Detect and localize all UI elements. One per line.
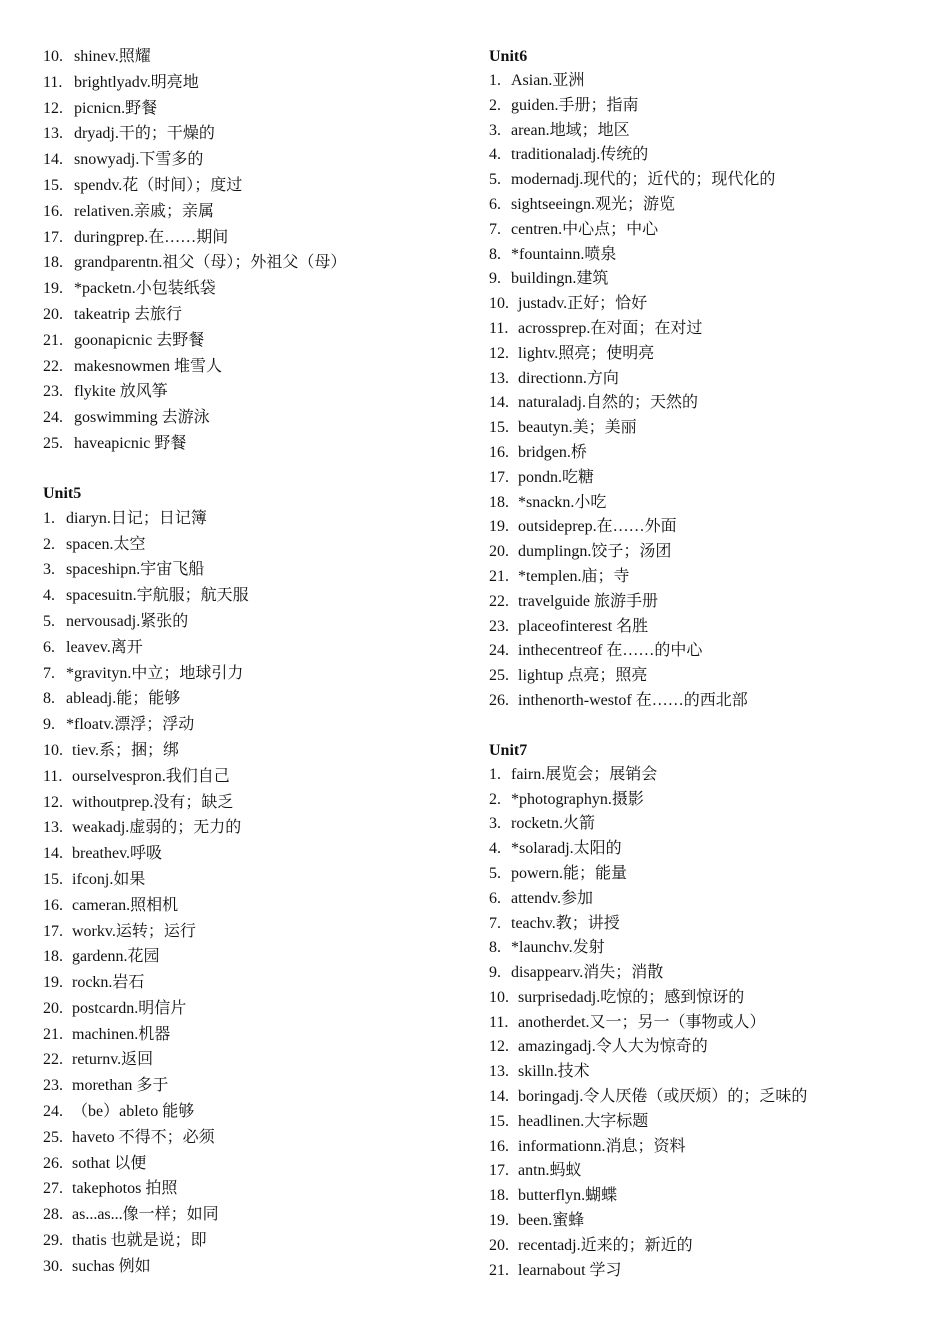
vocab-item-number: 23. (489, 617, 509, 635)
vocab-item (43, 583, 463, 609)
vocab-item-number: 17. (489, 468, 509, 486)
vocab-item (43, 250, 463, 276)
vocab-item (43, 893, 463, 919)
vocab-item (43, 276, 463, 302)
vocab-item (489, 837, 929, 862)
vocab-item-text: postcardn.明信片 (72, 999, 187, 1017)
vocab-item-text: directionn.方向 (518, 369, 619, 387)
vocab-item (43, 1176, 463, 1202)
vocab-item-text: duringprep.在……期间 (74, 228, 229, 246)
vocab-item-text: machinen.机器 (72, 1025, 171, 1043)
vocab-item-number: 13. (43, 125, 63, 143)
vocab-item (43, 1151, 463, 1177)
vocab-item-number: 4. (489, 840, 501, 858)
vocab-item-text: naturaladj.自然的；天然的 (518, 394, 698, 412)
vocab-item-text: nervousadj.紧张的 (66, 612, 189, 630)
vocab-item-text: dumplingn.饺子；汤团 (518, 543, 672, 561)
vocab-item-text: suchas 例如 (72, 1257, 151, 1275)
vocab-item-text: breathev.呼吸 (72, 845, 163, 863)
vocab-item-number: 27. (43, 1180, 63, 1198)
vocab-item (43, 712, 463, 738)
vocab-item-text: returnv.返回 (72, 1051, 154, 1069)
vocab-item-number: 23. (43, 383, 63, 401)
vocab-item-number: 5. (43, 612, 55, 630)
vocab-item-text: inthenorth-westof 在……的西北部 (518, 691, 748, 709)
vocab-item (43, 173, 463, 199)
vocab-item (489, 367, 929, 392)
vocab-item-text: beautyn.美；美丽 (518, 419, 637, 437)
left-column (43, 44, 463, 1280)
vocab-item (489, 936, 929, 961)
vocab-item (43, 1073, 463, 1099)
vocab-item-number: 17. (43, 922, 63, 940)
vocab-item-text: spacesuitn.宇航服；航天服 (66, 587, 249, 605)
vocab-item-number: 3. (43, 561, 55, 579)
vocab-item-number: 12. (489, 1038, 509, 1056)
vocab-item-text: *photographyn.摄影 (511, 790, 644, 808)
vocab-item-text: *gravityn.中立；地球引力 (66, 664, 244, 682)
vocab-item-number: 21. (43, 331, 63, 349)
vocab-item (489, 441, 929, 466)
vocab-item-number: 12. (43, 99, 63, 117)
vocab-item-number: 7. (489, 220, 501, 238)
vocab-item-number: 20. (43, 305, 63, 323)
unit5-vocabulary-list (43, 506, 463, 1280)
vocab-item-text: grandparentn.祖父（母）；外祖父（母） (74, 254, 347, 272)
vocab-item-text: *snackn.小吃 (518, 493, 607, 511)
vocab-item-number: 16. (43, 896, 63, 914)
vocab-item-text: ifconj.如果 (72, 870, 146, 888)
vocab-item (489, 391, 929, 416)
vocab-item-number: 12. (489, 344, 509, 362)
vocab-item-number: 26. (489, 691, 509, 709)
vocab-item-text: butterflyn.蝴蝶 (518, 1187, 618, 1205)
vocab-item (489, 986, 929, 1011)
vocab-item-number: 1. (43, 509, 55, 527)
vocab-item-number: 15. (43, 176, 63, 194)
vocab-item-number: 8. (489, 245, 501, 263)
vocab-item-number: 2. (489, 790, 501, 808)
vocab-item (489, 416, 929, 441)
vocab-item-text: shinev.照耀 (74, 48, 151, 65)
vocab-item (43, 867, 463, 893)
vocab-item-text: sothat 以便 (72, 1154, 147, 1172)
vocab-item (43, 815, 463, 841)
vocab-item-number: 22. (43, 1051, 63, 1069)
vocab-item (43, 919, 463, 945)
vocab-item-text: inthecentreof 在……的中心 (518, 642, 703, 660)
vocab-item (43, 405, 463, 431)
vocab-item (43, 738, 463, 764)
vocab-item-number: 1. (489, 765, 501, 783)
vocab-item (489, 1085, 929, 1110)
vocab-item (489, 540, 929, 565)
vocab-item-number: 12. (43, 793, 63, 811)
vocab-item-text: leavev.离开 (66, 638, 143, 656)
vocab-item-text: headlinen.大字标题 (518, 1112, 649, 1130)
vocab-item-number: 18. (489, 493, 509, 511)
vocab-item (489, 69, 929, 94)
vocab-item-number: 18. (43, 254, 63, 272)
vocab-item-text: spacen.太空 (66, 535, 146, 553)
vocab-item-number: 30. (43, 1257, 63, 1275)
vocab-item-number: 8. (489, 939, 501, 957)
vocab-item-text: lightv.照亮；使明亮 (518, 344, 655, 362)
vocab-item-number: 22. (43, 357, 63, 375)
vocab-item-text: *templen.庙；寺 (518, 567, 630, 585)
vocab-item (489, 812, 929, 837)
vocab-item (43, 790, 463, 816)
vocab-item-text: recentadj.近来的；新近的 (518, 1236, 693, 1254)
vocab-item (43, 944, 463, 970)
vocab-item (43, 1254, 463, 1280)
vocab-item (43, 1125, 463, 1151)
vocab-item (489, 565, 929, 590)
vocab-item (43, 1047, 463, 1073)
vocab-item (489, 1060, 929, 1085)
vocab-item-text: spaceshipn.宇宙飞船 (66, 561, 205, 579)
vocab-item-number: 21. (43, 1025, 63, 1043)
vocab-item-number: 5. (489, 171, 501, 189)
vocab-item-text: *solaradj.太阳的 (511, 840, 622, 858)
vocab-item-text: ableadj.能；能够 (66, 690, 181, 708)
vocab-item-number: 3. (489, 815, 501, 833)
vocab-item-text: spendv.花（时间）；度过 (74, 176, 243, 194)
vocab-item (489, 1184, 929, 1209)
vocab-item (489, 267, 929, 292)
vocab-item-number: 23. (43, 1077, 63, 1095)
vocab-item (43, 506, 463, 532)
vocab-item-text: disappearv.消失；消散 (511, 964, 664, 982)
unit7-heading: Unit7 (489, 741, 528, 759)
vocab-item-text: informationn.消息；资料 (518, 1137, 686, 1155)
unit4-vocabulary-list (43, 44, 463, 457)
vocab-item (489, 143, 929, 168)
vocab-item (489, 590, 929, 615)
vocab-item-text: Asian.亚洲 (511, 72, 585, 89)
vocab-item-text: takephotos 拍照 (72, 1180, 178, 1198)
vocab-item-number: 16. (489, 443, 509, 461)
vocab-item (489, 491, 929, 516)
vocab-item-text: teachv.教；讲授 (511, 914, 620, 932)
vocab-item-number: 19. (43, 280, 63, 298)
vocab-item-number: 24. (43, 1103, 63, 1121)
vocab-item-number: 17. (489, 1162, 509, 1180)
vocab-item (489, 1035, 929, 1060)
vocab-item (489, 1159, 929, 1184)
vocab-item-text: flykite 放风筝 (74, 383, 168, 401)
vocab-item-text: relativen.亲戚；亲属 (74, 202, 214, 220)
vocab-item-text: cameran.照相机 (72, 896, 179, 914)
vocab-item (43, 96, 463, 122)
vocab-item-number: 20. (43, 999, 63, 1017)
vocab-item-number: 5. (489, 864, 501, 882)
vocab-item (489, 1259, 929, 1284)
vocab-item-text: justadv.正好；恰好 (518, 295, 648, 313)
vocab-item (43, 225, 463, 251)
vocab-item-text: brightlyadv.明亮地 (74, 73, 199, 91)
vocab-item-number: 25. (489, 667, 509, 685)
vocab-item (489, 466, 929, 491)
vocab-item-number: 8. (43, 690, 55, 708)
vocab-item (489, 94, 929, 119)
vocab-item (489, 119, 929, 144)
vocab-item-text: bridgen.桥 (518, 443, 587, 461)
vocab-item-text: arean.地域；地区 (511, 121, 630, 139)
vocab-item-number: 14. (489, 394, 509, 412)
vocab-item (489, 862, 929, 887)
vocab-item-text: surprisedadj.吃惊的；感到惊讶的 (518, 988, 745, 1006)
vocab-item-text: fairn.展览会；展销会 (511, 765, 658, 783)
vocab-item-text: makesnowmen 堆雪人 (74, 357, 222, 375)
vocab-item-number: 21. (489, 567, 509, 585)
vocab-item-text: as...as...像一样；如同 (72, 1206, 219, 1224)
vocab-item (43, 996, 463, 1022)
vocab-item-text: dryadj.干的；干燥的 (74, 125, 215, 143)
vocab-item-number: 24. (489, 642, 509, 660)
vocab-item (43, 379, 463, 405)
vocab-item (489, 292, 929, 317)
vocab-item (489, 1135, 929, 1160)
vocab-item-text: placeofinterest 名胜 (518, 617, 649, 635)
vocab-item-text: *fountainn.喷泉 (511, 245, 617, 263)
vocab-item-text: powern.能；能量 (511, 864, 627, 882)
vocab-item-number: 21. (489, 1261, 509, 1279)
vocab-item (489, 1110, 929, 1135)
vocab-item (489, 639, 929, 664)
vocab-item-number: 22. (489, 592, 509, 610)
vocab-item (43, 970, 463, 996)
vocab-item (43, 557, 463, 583)
section-spacer (43, 457, 463, 481)
vocab-item (43, 532, 463, 558)
vocab-item-text: tiev.系；捆；绑 (72, 741, 179, 759)
vocab-item-text: diaryn.日记；日记簿 (66, 509, 207, 527)
vocab-item-number: 1. (489, 72, 501, 89)
vocab-item-text: outsideprep.在……外面 (518, 518, 677, 536)
vocab-item-number: 10. (489, 988, 509, 1006)
vocab-item-text: travelguide 旅游手册 (518, 592, 658, 610)
vocab-item-number: 11. (489, 1013, 509, 1031)
vocab-item (43, 609, 463, 635)
vocab-item (489, 961, 929, 986)
vocab-item (489, 763, 929, 788)
vocab-item-text: gardenn.花园 (72, 948, 160, 966)
vocab-item (489, 615, 929, 640)
vocab-item-number: 9. (489, 270, 501, 288)
vocab-item-number: 4. (43, 587, 55, 605)
vocab-item (43, 1202, 463, 1228)
vocab-item-text: centren.中心点；中心 (511, 220, 659, 238)
vocab-item (489, 1209, 929, 1234)
vocab-item-text: modernadj.现代的；近代的；现代化的 (511, 171, 776, 189)
vocab-item-number: 10. (43, 48, 63, 65)
vocab-item (43, 686, 463, 712)
vocab-item-number: 18. (489, 1187, 509, 1205)
vocab-item (489, 1234, 929, 1259)
vocab-item-text: goonapicnic 去野餐 (74, 331, 205, 349)
vocab-item-text: thatis 也就是说；即 (72, 1232, 207, 1250)
section-spacer (489, 714, 929, 738)
vocab-item-number: 15. (43, 870, 63, 888)
vocab-item-text: acrossprep.在对面；在对过 (518, 319, 703, 337)
unit6-vocabulary-list (489, 69, 929, 714)
vocab-item (489, 887, 929, 912)
vocab-item-number: 4. (489, 146, 501, 164)
vocab-item (489, 788, 929, 813)
vocab-item-number: 16. (489, 1137, 509, 1155)
vocab-item (43, 661, 463, 687)
vocab-item (43, 841, 463, 867)
vocab-item-text: workv.运转；运行 (72, 922, 196, 940)
vocab-item-text: goswimming 去游泳 (74, 409, 210, 427)
vocab-item-number: 17. (43, 228, 63, 246)
vocab-item (43, 302, 463, 328)
vocab-item-text: buildingn.建筑 (511, 270, 609, 288)
vocab-item-number: 9. (43, 716, 55, 734)
vocab-item-text: anotherdet.又一；另一（事物或人） (518, 1013, 766, 1031)
vocab-item-number: 20. (489, 1236, 509, 1254)
vocab-item (489, 193, 929, 218)
vocab-item-text: sightseeingn.观光；游览 (511, 195, 675, 213)
vocab-item-text: picnicn.野餐 (74, 99, 158, 117)
vocab-item (489, 317, 929, 342)
vocab-item-text: traditionaladj.传统的 (511, 146, 649, 164)
vocab-item-text: snowyadj.下雪多的 (74, 151, 204, 169)
vocab-item-text: haveto 不得不；必须 (72, 1128, 215, 1146)
vocab-item-number: 15. (489, 419, 509, 437)
unit5-heading: Unit5 (43, 484, 82, 502)
vocab-item-number: 7. (43, 664, 55, 682)
vocab-item-text: *launchv.发射 (511, 939, 605, 957)
vocab-item-number: 18. (43, 948, 63, 966)
vocab-item-text: skilln.技术 (518, 1063, 590, 1081)
vocab-item-number: 13. (43, 819, 63, 837)
vocab-item-text: withoutprep.没有；缺乏 (72, 793, 234, 811)
vocab-item-text: learnabout 学习 (518, 1261, 622, 1279)
vocab-item-number: 24. (43, 409, 63, 427)
right-column (489, 44, 929, 1283)
vocab-item-text: boringadj.令人厌倦（或厌烦）的；乏味的 (518, 1088, 808, 1106)
vocab-item (489, 243, 929, 268)
vocab-item-text: （be）ableto 能够 (72, 1103, 195, 1121)
vocab-item-text: weakadj.虚弱的；无力的 (72, 819, 242, 837)
vocab-item (43, 1228, 463, 1254)
vocab-item-number: 6. (489, 195, 501, 213)
vocab-item-number: 28. (43, 1206, 63, 1224)
vocab-item-number: 7. (489, 914, 501, 932)
vocab-item (489, 912, 929, 937)
vocab-item (489, 515, 929, 540)
vocab-item-text: ourselvespron.我们自己 (72, 767, 230, 785)
vocab-item-text: attendv.参加 (511, 889, 594, 907)
vocab-item-number: 11. (43, 767, 63, 785)
vocab-item-number: 11. (489, 319, 509, 337)
vocab-item (489, 1011, 929, 1036)
vocab-item (489, 342, 929, 367)
vocab-item-text: takeatrip 去旅行 (74, 305, 182, 323)
vocab-item (43, 199, 463, 225)
vocab-item (43, 431, 463, 457)
vocab-item-number: 15. (489, 1112, 509, 1130)
vocab-item-number: 11. (43, 73, 63, 91)
unit7-vocabulary-list (489, 763, 929, 1284)
vocab-item-text: amazingadj.令人大为惊奇的 (518, 1038, 708, 1056)
vocab-item (43, 147, 463, 173)
vocab-item-text: rockn.岩石 (72, 974, 145, 992)
vocab-item-number: 6. (489, 889, 501, 907)
vocab-item-text: been.蜜蜂 (518, 1212, 585, 1230)
vocab-item-number: 19. (43, 974, 63, 992)
vocab-item (43, 354, 463, 380)
vocab-item (489, 168, 929, 193)
vocab-item-number: 2. (43, 535, 55, 553)
vocab-item-number: 6. (43, 638, 55, 656)
vocab-item-text: morethan 多于 (72, 1077, 169, 1095)
vocab-item (43, 1022, 463, 1048)
vocab-item (489, 664, 929, 689)
vocab-item (489, 218, 929, 243)
vocab-item-number: 26. (43, 1154, 63, 1172)
vocab-item-text: *floatv.漂浮；浮动 (66, 716, 195, 734)
vocab-item (43, 764, 463, 790)
vocab-item-text: antn.蚂蚁 (518, 1162, 582, 1180)
vocab-item-text: pondn.吃糖 (518, 468, 595, 486)
vocab-item-number: 9. (489, 964, 501, 982)
vocab-item-number: 14. (43, 845, 63, 863)
vocab-item-number: 10. (489, 295, 509, 313)
vocab-item-number: 19. (489, 1212, 509, 1230)
unit6-heading: Unit6 (489, 48, 528, 65)
vocab-item-number: 29. (43, 1232, 63, 1250)
vocab-item (43, 635, 463, 661)
vocab-item-number: 3. (489, 121, 501, 139)
vocab-item-number: 20. (489, 543, 509, 561)
vocab-item-number: 25. (43, 1128, 63, 1146)
vocab-item-number: 13. (489, 1063, 509, 1081)
vocab-item-number: 13. (489, 369, 509, 387)
vocab-item-text: *packetn.小包装纸袋 (74, 280, 216, 298)
vocab-item (43, 70, 463, 96)
vocab-item (43, 1099, 463, 1125)
vocab-item-text: guiden.手册；指南 (511, 96, 639, 114)
vocab-item (43, 44, 463, 70)
vocab-item-number: 14. (43, 151, 63, 169)
vocab-item (489, 689, 929, 714)
vocab-item-number: 25. (43, 434, 63, 452)
vocab-item-text: lightup 点亮；照亮 (518, 667, 648, 685)
vocab-item-number: 14. (489, 1088, 509, 1106)
vocab-item (43, 121, 463, 147)
vocab-item-number: 19. (489, 518, 509, 536)
vocab-item-text: rocketn.火箭 (511, 815, 595, 833)
vocab-item-number: 10. (43, 741, 63, 759)
vocab-item-number: 16. (43, 202, 63, 220)
vocab-item-number: 2. (489, 96, 501, 114)
vocab-item-text: haveapicnic 野餐 (74, 434, 187, 452)
vocab-item (43, 328, 463, 354)
